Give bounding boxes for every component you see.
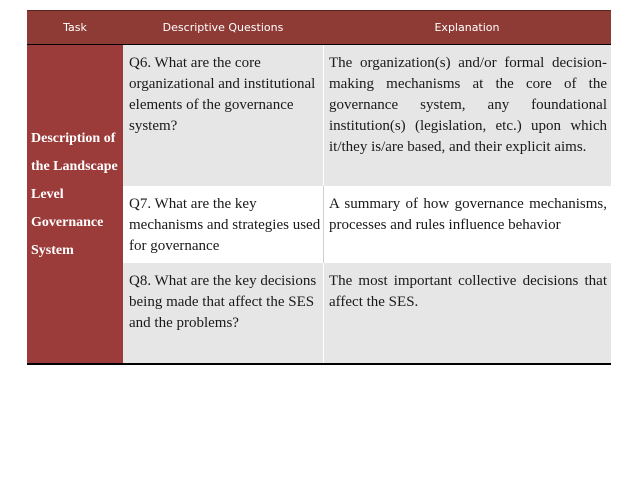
header-task: Task <box>63 21 87 34</box>
question-cell: Q6. What are the core organizational and institutional elements of the governance system? <box>129 55 316 134</box>
header-descriptive-questions: Descriptive Questions <box>162 21 284 34</box>
table-row <box>123 186 611 263</box>
table-row <box>123 263 611 365</box>
explanation-cell: The most important collective decisions that affect the SES. <box>329 273 607 310</box>
explanation-cell: The organization(s) and/or formal decision-making mechanisms at the core of the governance system, any foundational institution(s) (legislation, etc.) upon which it/they is/are based, and their explicit aims. <box>329 55 607 155</box>
table-row <box>123 45 611 186</box>
header-explanation: Explanation <box>434 21 500 34</box>
explanation-cell: A summary of how governance mechanisms, processes and rules influence behavior <box>329 196 607 233</box>
task-label: Description of the Landscape Level Governance System <box>31 131 118 258</box>
column-divider <box>323 186 324 263</box>
table-header <box>27 10 611 46</box>
column-divider <box>323 263 324 363</box>
column-divider <box>323 45 324 186</box>
question-cell: Q8. What are the key decisions being made that affect the SES and the problems? <box>129 273 317 331</box>
task-cell <box>27 45 123 365</box>
question-cell: Q7. What are the key mechanisms and strategies used for governance <box>129 196 321 254</box>
